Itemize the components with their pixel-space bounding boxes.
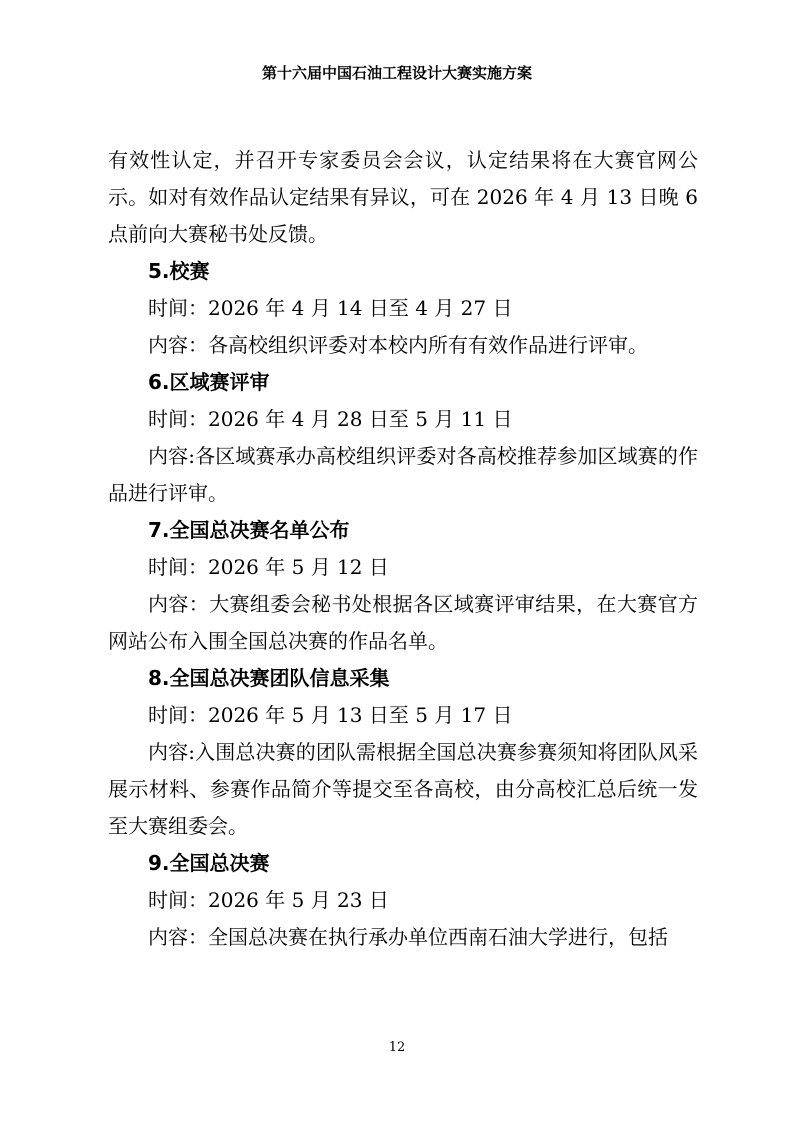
section-7-time: 时间：2026 年 5 月 12 日 (148, 555, 389, 579)
section-8-content: 内容:入围总决赛的团队需根据全国总决赛参赛须知将团队风采展示材料、参赛作品简介等提交至各高校，由分高校汇总后统一发至大赛组委会。 (108, 740, 698, 838)
section-9-heading: 9.全国总决赛 (148, 851, 270, 875)
section-8-heading: 8.全国总决赛团队信息采集 (148, 666, 390, 690)
section-5-content: 内容：各高校组织评委对本校内所有有效作品进行评审。 (148, 333, 648, 357)
page-number: 12 (388, 1040, 406, 1055)
section-6-heading: 6.区域赛评审 (148, 370, 270, 394)
section-5-time: 时间：2026 年 4 月 14 日至 4 月 27 日 (148, 296, 513, 320)
section-9-time: 时间：2026 年 5 月 23 日 (148, 888, 389, 912)
section-6-content: 内容:各区域赛承办高校组织评委对各高校推荐参加区域赛的作品进行评审。 (108, 444, 698, 505)
section-6-time: 时间：2026 年 4 月 28 日至 5 月 11 日 (148, 407, 513, 431)
section-7-heading: 7.全国总决赛名单公布 (148, 518, 350, 542)
section-5-heading: 5.校赛 (148, 259, 210, 283)
intro-paragraph: 有效性认定，并召开专家委员会会议，认定结果将在大赛官网公示。如对有效作品认定结果有异议，可在 2026 年 4 月 13 日晚 6 点前向大赛秘书处反馈。 (108, 148, 698, 246)
section-7-content: 内容：大赛组委会秘书处根据各区域赛评审结果，在大赛官方网站公布入围全国总决赛的作品名单。 (108, 592, 698, 653)
section-8-time: 时间：2026 年 5 月 13 日至 5 月 17 日 (148, 703, 513, 727)
section-9-content: 内容：全国总决赛在执行承办单位西南石油大学进行，包括 (148, 925, 668, 949)
document-body (108, 142, 698, 956)
page-header-title: 第十六届中国石油工程设计大赛实施方案 (261, 64, 532, 82)
